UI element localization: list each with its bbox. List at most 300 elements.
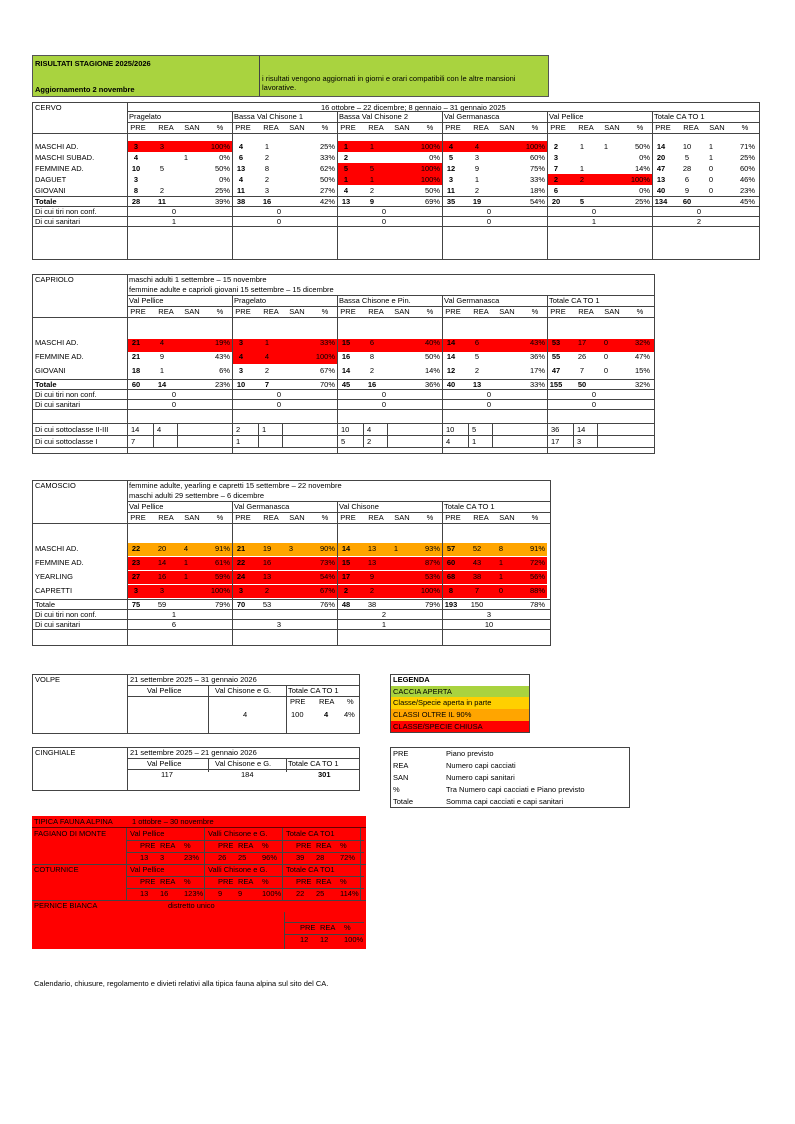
col-head-pre: PRE [340, 513, 356, 522]
coturnice-head: PRE [140, 877, 156, 886]
cell-value: 7 [474, 586, 480, 595]
row-label: FEMMINE AD. [35, 352, 84, 361]
cell-value: 26 [577, 352, 587, 361]
cell-value: 2 [553, 175, 559, 184]
abbr-desc-3: Tra Numero capi cacciati e Piano previsto [446, 785, 585, 794]
cell-value: 3 [264, 186, 270, 195]
cell-value: 67% [319, 586, 335, 595]
capriolo-label: CAPRIOLO [35, 275, 74, 284]
col-head-pct: % [426, 307, 434, 316]
col-head-pct: % [216, 123, 224, 132]
cell-value: 2 [343, 586, 349, 595]
cell-value: 36% [529, 352, 545, 361]
cell-value: 21 [131, 338, 141, 347]
district-4-name: Val Pellice [549, 112, 584, 121]
fagiano-head: REA [160, 841, 176, 850]
cell-value: 0 [276, 400, 282, 409]
capriolo-frame [32, 274, 655, 454]
col-head-pct: % [426, 513, 434, 522]
pernice-head: REA [320, 923, 336, 932]
cell-value: 0% [639, 153, 650, 162]
cell-value: 0% [429, 153, 440, 162]
cell-value: 0 [486, 400, 492, 409]
cell-value: 32% [634, 338, 650, 347]
cell-value: 100% [630, 175, 650, 184]
cell-value: 53 [262, 600, 272, 609]
cell-value: 8 [264, 164, 270, 173]
row-label-nonconf: Di cui tiri non conf. [35, 207, 97, 216]
col-head-san: SAN [394, 513, 410, 522]
cell-value: 4 [183, 544, 189, 553]
cell-value: 3 [238, 366, 244, 375]
cell-value: 1 [183, 153, 189, 162]
cell-value: 3 [474, 153, 480, 162]
abbr-key-2: SAN [393, 773, 409, 782]
cell-value: 60 [446, 558, 456, 567]
cell-value: 16 [262, 197, 272, 206]
volpe-table [32, 674, 360, 734]
cell-value: 16 [262, 558, 272, 567]
cell-value: 1 [591, 217, 597, 226]
cell-value: 2 [264, 366, 270, 375]
col-head-pct: % [426, 123, 434, 132]
coturnice-head: PRE [218, 877, 234, 886]
col-head-pre: PRE [130, 307, 146, 316]
cell-value: 5 [579, 197, 585, 206]
footer-note: Calendario, chiusure, regolamento e divieti relativi alla tipica fauna alpina sul sito del CA. [34, 979, 329, 988]
cell-value: 10 [446, 425, 455, 434]
cell-value: 0 [708, 164, 714, 173]
cell-value: 8 [369, 352, 375, 361]
cell-value: 2 [474, 366, 480, 375]
cell-value: 5 [159, 164, 165, 173]
cell-value: 1 [343, 142, 349, 151]
cell-value: 50% [634, 142, 650, 151]
legenda-title: LEGENDA [393, 675, 430, 684]
cell-value: 72% [529, 558, 545, 567]
cell-value: 1 [708, 153, 714, 162]
cell-value: 100% [210, 586, 230, 595]
volpe-period: 21 settembre 2025 – 31 gennaio 2026 [130, 675, 257, 684]
cell-value: 0% [219, 153, 230, 162]
cell-value: 9 [684, 186, 690, 195]
cell-value: 14 [577, 425, 586, 434]
cell-value: 4 [264, 352, 270, 361]
cell-value: 0 [171, 400, 177, 409]
district-3-name: Val Germanasca [444, 112, 500, 121]
cell-value: 21 [131, 352, 141, 361]
cell-value: 36% [424, 380, 440, 389]
row-label-nonconf: Di cui tiri non conf. [35, 610, 97, 619]
cell-value: 0 [603, 338, 609, 347]
col-head-rea: REA [158, 123, 174, 132]
legend-open-label: CACCIA APERTA [393, 687, 452, 696]
cell-value: 0 [276, 207, 282, 216]
cell-value: 6 [238, 153, 244, 162]
cell-value: 1 [393, 544, 399, 553]
cell-value: 7 [553, 164, 559, 173]
cell-value: 38 [367, 600, 377, 609]
cell-value: 1 [603, 142, 609, 151]
cell-value: 91% [214, 544, 230, 553]
volpe-d2-value: 4 [243, 710, 248, 719]
cell-value: 14 [157, 558, 167, 567]
row-label: FEMMINE AD. [35, 164, 84, 173]
cell-value: 38 [236, 197, 246, 206]
cell-value: 17 [341, 572, 351, 581]
cell-value: 50 [577, 380, 587, 389]
volpe-total-rea: 4 [324, 710, 329, 719]
cell-value: 0 [708, 175, 714, 184]
district-1-name: Bassa Val Chisone 1 [234, 112, 304, 121]
cell-value: 15% [634, 366, 650, 375]
cell-value: 53% [424, 572, 440, 581]
row-label: GIOVANI [35, 366, 66, 375]
cell-value: 7 [579, 366, 585, 375]
district-2-name: Bassa Val Chisone 2 [339, 112, 409, 121]
cell-value: 1 [498, 572, 504, 581]
row-label: FEMMINE AD. [35, 558, 84, 567]
cell-value: 1 [369, 142, 375, 151]
district-1-name: Pragelato [234, 296, 267, 305]
coturnice-head: % [184, 877, 191, 886]
cell-value: 0 [591, 390, 597, 399]
col-head-san: SAN [604, 307, 620, 316]
cell-value: 46% [739, 175, 755, 184]
cell-value: 2 [696, 217, 702, 226]
cell-value: 3 [276, 620, 282, 629]
col-head-pct: % [321, 123, 329, 132]
cell-value: 68 [446, 572, 456, 581]
cell-value: 43 [472, 558, 482, 567]
row-label: Totale [35, 600, 56, 609]
cell-value: 2 [369, 586, 375, 595]
cell-value: 11 [237, 186, 245, 195]
cell-value: 14 [157, 380, 167, 389]
col-head-pre: PRE [445, 123, 461, 132]
cell-value: 17 [577, 338, 587, 347]
row-label-sub2: Di cui sottoclasse I [35, 437, 98, 446]
cell-value: 39% [214, 197, 230, 206]
cell-value: 150 [470, 600, 484, 609]
row-label: Totale [35, 380, 57, 389]
cinghiale-v1: 117 [161, 770, 173, 779]
col-head-san: SAN [709, 123, 725, 132]
col-head-pre: PRE [655, 123, 671, 132]
cell-value: 6 [369, 338, 375, 347]
cell-value: 24 [236, 572, 246, 581]
coturnice-value: 9 [238, 889, 243, 898]
cell-value: 8 [448, 586, 454, 595]
col-head-rea: REA [368, 307, 384, 316]
col-head-pct: % [636, 123, 644, 132]
cell-value: 3 [133, 175, 139, 184]
district-0-name: Val Pellice [129, 296, 164, 305]
district-2-name: Val Chisone [339, 502, 379, 511]
volpe-d2: Val Chisone e G. [215, 686, 272, 695]
cell-value: 10 [131, 164, 141, 173]
cell-value: 59% [214, 572, 230, 581]
cell-value: 14 [341, 544, 351, 553]
legend-open [391, 686, 529, 697]
cell-value: 60 [682, 197, 692, 206]
abbr-desc-2: Numero capi sanitari [446, 773, 515, 782]
fagiano-value: 13 [140, 853, 149, 862]
cell-value: 3 [159, 142, 165, 151]
cell-value: 15 [341, 558, 351, 567]
col-head-pct: % [531, 513, 539, 522]
coturnice-district-2: Totale CA TO1 [286, 865, 335, 874]
cell-value: 2 [159, 186, 165, 195]
cell-value: 33% [529, 380, 545, 389]
cell-value: 1 [498, 558, 504, 567]
cell-value: 1 [183, 572, 189, 581]
cell-value: 11 [158, 197, 166, 206]
capriolo-table [32, 274, 655, 454]
cell-value: 1 [369, 175, 375, 184]
district-3-name: Totale CA TO 1 [444, 502, 495, 511]
cell-value: 6 [684, 175, 690, 184]
cell-value: 16 [367, 380, 377, 389]
col-head-san: SAN [394, 307, 410, 316]
cell-value: 16 [341, 352, 351, 361]
row-label-sub1: Di cui sottoclasse II-III [35, 425, 109, 434]
col-head-pre: PRE [340, 307, 356, 316]
cell-value: 3 [448, 175, 454, 184]
cell-value: 0% [219, 175, 230, 184]
col-head-pre: PRE [130, 513, 146, 522]
col-head-pct: % [741, 123, 749, 132]
coturnice-value: 22 [296, 889, 305, 898]
cell-value: 18 [131, 366, 141, 375]
cell-value: 0 [276, 390, 282, 399]
cell-value: 27% [319, 186, 335, 195]
fagiano-head: % [262, 841, 269, 850]
fagiano-value: 72% [340, 853, 356, 862]
cell-value: 17 [551, 437, 560, 446]
cell-value: 23% [739, 186, 755, 195]
col-head-san: SAN [499, 123, 515, 132]
cell-value: 0% [639, 186, 650, 195]
cell-value: 10 [682, 142, 692, 151]
fagiano-head: PRE [218, 841, 234, 850]
cell-value: 73% [319, 558, 335, 567]
row-label-sanitari: Di cui sanitari [35, 217, 81, 226]
row-label: MASCHI AD. [35, 338, 79, 347]
coturnice-head: REA [316, 877, 332, 886]
cell-value: 13 [236, 164, 246, 173]
cell-value: 2 [553, 142, 559, 151]
cell-value: 6 [553, 186, 559, 195]
coturnice-district-1: Valli Chisone e G. [208, 865, 268, 874]
cell-value: 90% [319, 544, 335, 553]
cell-value: 50% [319, 175, 335, 184]
cell-value: 0 [381, 400, 387, 409]
col-head-san: SAN [394, 123, 410, 132]
abbr-desc-4: Somma capi cacciati e capi sanitari [446, 797, 564, 806]
abbr-key-4: Totale [393, 797, 414, 806]
update-note-2: lavorative. [262, 83, 297, 92]
cell-value: 54% [319, 572, 335, 581]
cell-value: 4 [157, 425, 162, 434]
cervo-period: 16 ottobre – 22 dicembre; 8 gennaio – 31 gennaio 2025 [321, 103, 506, 112]
row-label-nonconf: Di cui tiri non conf. [35, 390, 97, 399]
cell-value: 2 [264, 586, 270, 595]
cell-value: 1 [381, 620, 387, 629]
cell-value: 14 [131, 425, 140, 434]
col-head-san: SAN [499, 513, 515, 522]
cell-value: 47% [634, 352, 650, 361]
cell-value: 100% [315, 352, 335, 361]
fagiano-label: FAGIANO DI MONTE [34, 829, 107, 838]
capriolo-period-2: femmine adulte e caprioli giovani 15 settembre – 15 dicembre [129, 285, 334, 294]
cell-value: 2 [381, 610, 387, 619]
cell-value: 28 [682, 164, 692, 173]
legend-closed-label: CLASSE/SPECIE CHIUSA [393, 722, 483, 731]
cell-value: 3 [238, 338, 244, 347]
district-4-name: Totale CA TO 1 [549, 296, 600, 305]
col-head-rea: REA [368, 123, 384, 132]
camoscio-frame [32, 480, 551, 646]
cinghiale-label: CINGHIALE [35, 748, 76, 757]
cell-value: 14% [424, 366, 440, 375]
cell-value: 1 [171, 217, 177, 226]
cell-value: 3 [159, 586, 165, 595]
cell-value: 91% [529, 544, 545, 553]
cell-value: 0 [486, 390, 492, 399]
cell-value: 54% [529, 197, 545, 206]
cell-value: 22 [236, 558, 246, 567]
cell-value: 100% [210, 142, 230, 151]
row-label: MASCHI AD. [35, 142, 79, 151]
cell-value: 0 [171, 390, 177, 399]
cell-value: 32% [634, 380, 650, 389]
row-label: DAGUET [35, 175, 67, 184]
col-head-san: SAN [184, 123, 200, 132]
cell-value: 61% [214, 558, 230, 567]
cell-value: 25% [739, 153, 755, 162]
col-head-rea: REA [368, 513, 384, 522]
cell-value: 12 [446, 164, 456, 173]
cell-value: 36 [551, 425, 560, 434]
legend-over90-label: CLASSI OLTRE IL 90% [393, 710, 472, 719]
fagiano-district-2: Totale CA TO1 [286, 829, 335, 838]
cell-value: 3 [553, 153, 559, 162]
cell-value: 6 [171, 620, 177, 629]
pernice-value: 100% [344, 935, 364, 944]
cell-value: 10 [236, 380, 246, 389]
coturnice-head: PRE [296, 877, 312, 886]
cell-value: 21 [236, 544, 246, 553]
volpe-total-pct: 4% [344, 710, 355, 719]
cell-value: 1 [236, 437, 241, 446]
cell-value: 3 [288, 544, 294, 553]
cell-value: 27 [131, 572, 141, 581]
cell-value: 5 [369, 164, 375, 173]
cell-value: 25% [214, 186, 230, 195]
update-date: Aggiornamento 2 novembre [35, 85, 135, 94]
cell-value: 5 [684, 153, 690, 162]
col-head-pre: PRE [340, 123, 356, 132]
cell-value: 6% [219, 366, 230, 375]
cell-value: 18% [529, 186, 545, 195]
cell-value: 50% [214, 164, 230, 173]
cell-value: 79% [214, 600, 230, 609]
abbr-key-3: % [393, 785, 400, 794]
cell-value: 5 [472, 425, 477, 434]
fagiano-value: 26 [218, 853, 227, 862]
pernice-value: 12 [300, 935, 309, 944]
row-label: MASCHI SUBAD. [35, 153, 95, 162]
cell-value: 9 [474, 164, 480, 173]
cell-value: 100% [420, 142, 440, 151]
cell-value: 33% [319, 338, 335, 347]
col-head-pre: PRE [445, 513, 461, 522]
capriolo-period-1: maschi adulti 1 settembre – 15 novembre [129, 275, 267, 284]
coturnice-head: % [340, 877, 347, 886]
cell-value: 100% [420, 175, 440, 184]
cell-value: 40 [656, 186, 666, 195]
coturnice-district-0: Val Pellice [130, 865, 165, 874]
coturnice-value: 9 [218, 889, 223, 898]
col-head-rea: REA [158, 307, 174, 316]
cell-value: 1 [708, 142, 714, 151]
cell-value: 0 [381, 207, 387, 216]
cell-value: 67% [319, 366, 335, 375]
cell-value: 13 [367, 558, 377, 567]
cinghiale-d3: Totale CA TO 1 [288, 759, 339, 768]
volpe-d3: Totale CA TO 1 [288, 686, 339, 695]
cell-value: 5 [341, 437, 346, 446]
col-head-rea: REA [473, 513, 489, 522]
cell-value: 9 [159, 352, 165, 361]
cell-value: 3 [133, 142, 139, 151]
cinghiale-d1: Val Pellice [147, 759, 182, 768]
cell-value: 4 [238, 142, 244, 151]
col-head-pct: % [216, 307, 224, 316]
pernice-note: distretto unico [168, 901, 215, 910]
cell-value: 0 [603, 366, 609, 375]
cell-value: 1 [472, 437, 477, 446]
coturnice-value: 25 [316, 889, 325, 898]
volpe-d1: Val Pellice [147, 686, 182, 695]
fagiano-head: REA [316, 841, 332, 850]
cell-value: 4 [133, 153, 139, 162]
fagiano-value: 25 [238, 853, 247, 862]
coturnice-value: 123% [184, 889, 204, 898]
cell-value: 52 [472, 544, 482, 553]
cell-value: 56% [529, 572, 545, 581]
fagiano-value: 39 [296, 853, 305, 862]
cell-value: 4 [367, 425, 372, 434]
abbr-key-1: REA [393, 761, 409, 770]
cell-value: 3 [238, 586, 244, 595]
col-head-rea: REA [473, 123, 489, 132]
cell-value: 0 [696, 207, 702, 216]
cinghiale-table [32, 747, 360, 791]
cell-value: 19% [214, 338, 230, 347]
cell-value: 1 [579, 142, 585, 151]
district-3-name: Val Germanasca [444, 296, 500, 305]
cell-value: 14% [634, 164, 650, 173]
cell-value: 100% [525, 142, 545, 151]
cell-value: 0 [498, 586, 504, 595]
coturnice-label: COTURNICE [34, 865, 79, 874]
col-head-pre: PRE [130, 123, 146, 132]
col-head-san: SAN [184, 513, 200, 522]
cell-value: 134 [654, 197, 668, 206]
cell-value: 50% [424, 352, 440, 361]
